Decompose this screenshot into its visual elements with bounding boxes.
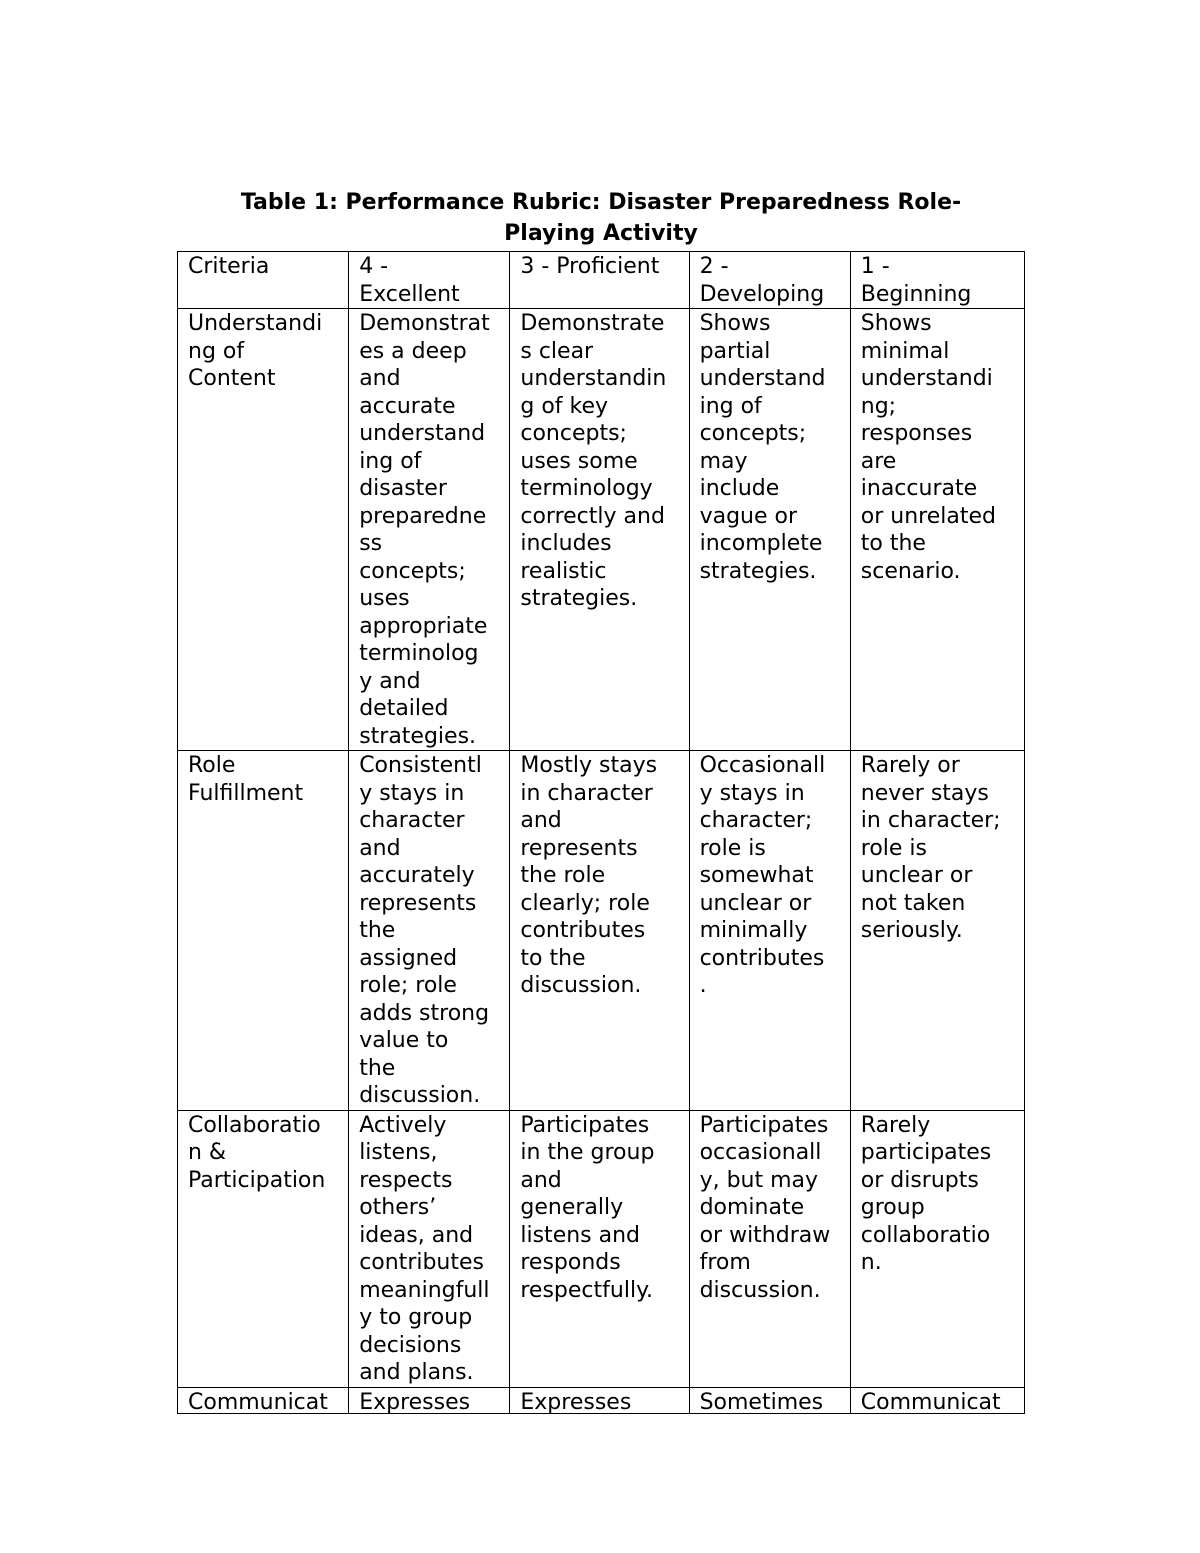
header-row [178,252,1025,309]
beginning-cell: Shows minimal understandi ng; responses are inaccurate or unrelated to the scenario. [850,309,1024,751]
criteria-cell: Role Fulfillment [178,751,349,1111]
table-row [178,751,1025,1111]
beginning-cell: Rarely or never stays in character; role is unclear or not taken seriously. [850,751,1024,1111]
header-cell-developing: 2 - Developing [689,252,850,309]
proficient-cell: Participates in the group and generally listens and responds respectfully. [510,1110,689,1387]
beginning-cell: Rarely participates or disrupts group collaboratio n. [850,1110,1024,1387]
rubric-table [177,251,1025,1414]
developing-cell: Sometimes [689,1387,850,1413]
excellent-cell: Actively listens, respects others’ ideas, and contributes meaningfull y to group decisions and plans. [349,1110,510,1387]
criteria-cell: Communicat [178,1387,349,1413]
proficient-cell: Mostly stays in character and represents the role clearly; role contributes to the discussion. [510,751,689,1111]
criteria-cell: Understandi ng of Content [178,309,349,751]
header-cell-beginning: 1 - Beginning [850,252,1024,309]
table-row [178,309,1025,751]
excellent-cell: Consistentl y stays in character and accurately represents the assigned role; role adds strong value to the discussion. [349,751,510,1111]
table-row [178,1387,1025,1413]
proficient-cell: Expresses [510,1387,689,1413]
header-cell-criteria: Criteria [178,252,349,309]
table-row [178,1110,1025,1387]
developing-cell: Occasionall y stays in character; role is somewhat unclear or minimally contributes . [689,751,850,1111]
header-cell-proficient: 3 - Proficient [510,252,689,309]
beginning-cell: Communicat [850,1387,1024,1413]
table-title: Table 1: Performance Rubric: Disaster Preparedness Role- Playing Activity [240,190,962,246]
excellent-cell: Demonstrat es a deep and accurate understand ing of disaster preparedne ss concepts; uses appropriate terminolog y and detailed strategies. [349,309,510,751]
developing-cell: Shows partial understand ing of concepts; may include vague or incomplete strategies. [689,309,850,751]
excellent-cell: Expresses [349,1387,510,1413]
developing-cell: Participates occasionall y, but may dominate or withdraw from discussion. [689,1110,850,1387]
criteria-cell: Collaboratio n & Participation [178,1110,349,1387]
proficient-cell: Demonstrate s clear understandin g of key concepts; uses some terminology correctly and includes realistic strategies. [510,309,689,751]
header-cell-excellent: 4 - Excellent [349,252,510,309]
